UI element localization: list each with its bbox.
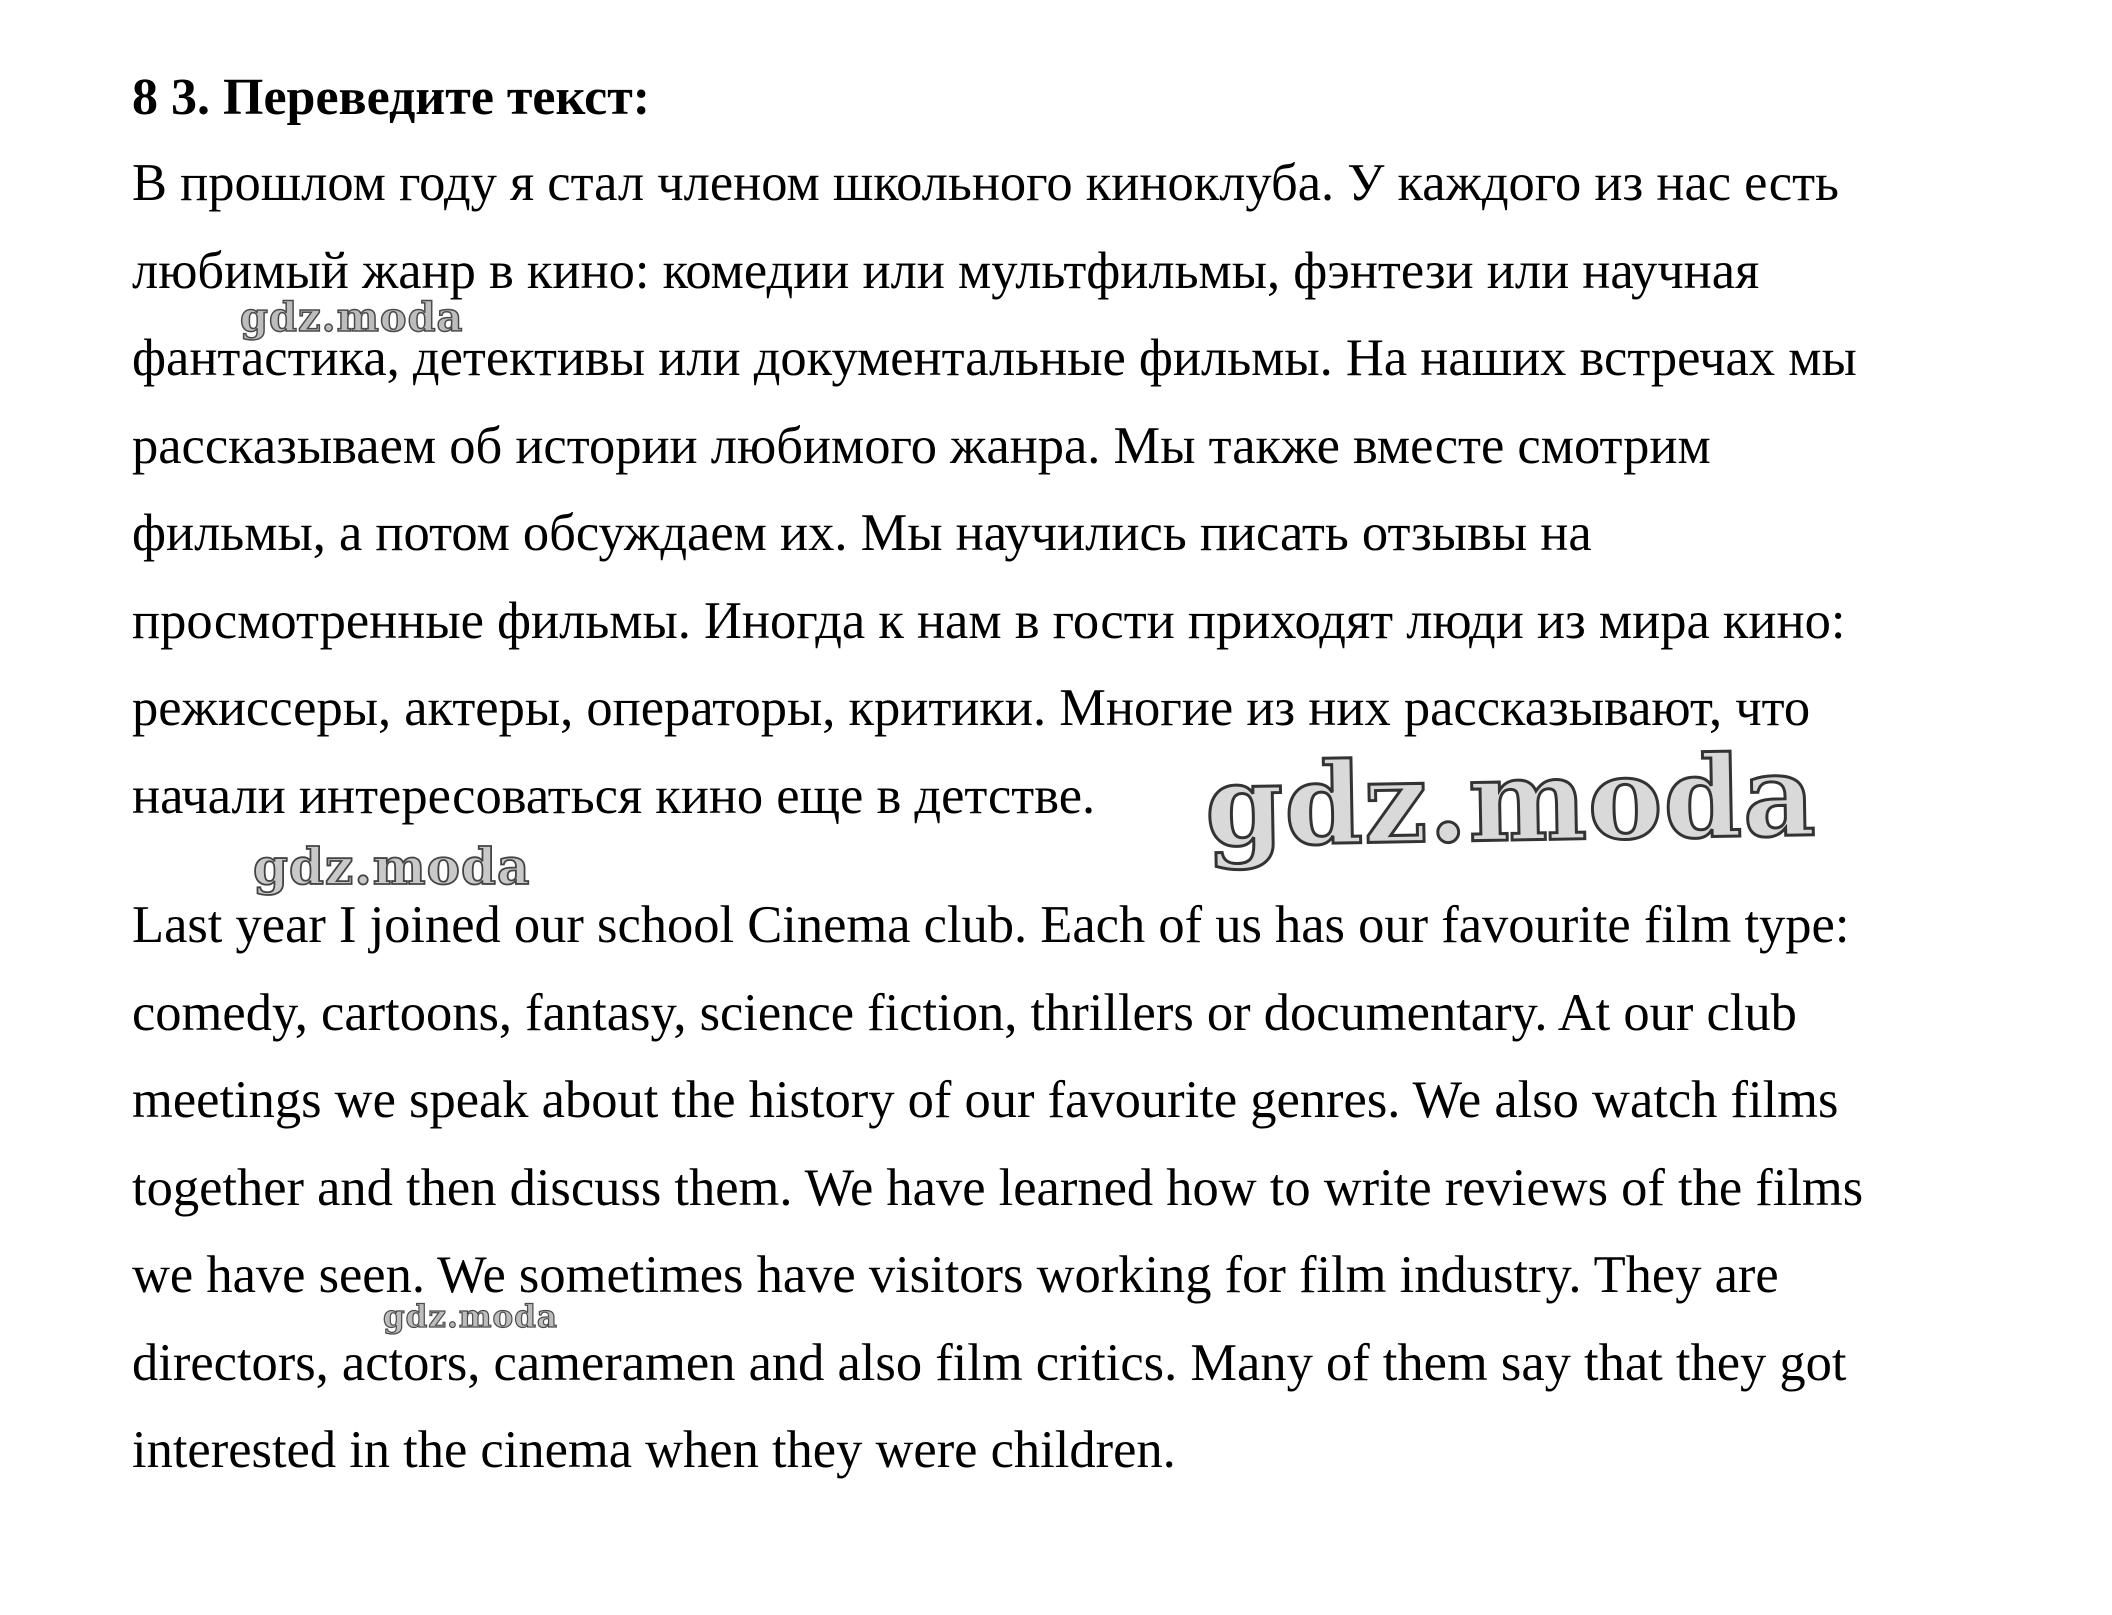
- russian-line: фантастика, детективы или документальные фильмы. На наших встречах мы: [132, 329, 1857, 387]
- english-line: directors, actors, cameramen and also film critics. Many of them say that they got: [132, 1333, 1847, 1392]
- english-line: meetings we speak about the history of our favourite genres. We also watch films: [132, 1071, 1839, 1129]
- task-heading: 8 3. Переведите текст:: [132, 69, 651, 126]
- english-line: Last year I joined our school Cinema club. Each of us has our favourite film type:: [132, 896, 1850, 954]
- watermark-small: gdz.moda: [240, 294, 464, 341]
- english-line: we have seen. We sometimes have visitors working for film industry. They are: [132, 1246, 1779, 1304]
- english-paragraph: [132, 882, 2092, 1495]
- watermark-small: gdz.moda: [253, 837, 531, 896]
- russian-line: любимый жанр в кино: комедии или мультфильмы, фэнтези или научная: [132, 241, 1760, 300]
- watermark-large: gdz.moda: [1203, 730, 1818, 873]
- english-line: comedy, cartoons, fantasy, science fiction, thrillers or documentary. At our club: [132, 983, 1797, 1042]
- english-line: together and then discuss them. We have learned how to write reviews of the films: [132, 1158, 1864, 1217]
- english-line: interested in the cinema when they were children.: [132, 1421, 1176, 1479]
- russian-line: просмотренные фильмы. Иногда к нам в гости приходят люди из мира кино:: [132, 591, 1846, 650]
- russian-line: режиссеры, актеры, операторы, критики. Многие из них рассказывают, что: [132, 679, 1811, 737]
- russian-line: рассказываем об истории любимого жанра. Мы также вместе смотрим: [132, 416, 1711, 475]
- watermark-small: gdz.moda: [383, 1299, 558, 1335]
- russian-line: фильмы, а потом обсуждаем их. Мы научились писать отзывы на: [132, 504, 1592, 562]
- russian-line: В прошлом году я стал членом школьного киноклуба. У каждого из нас есть: [132, 154, 1839, 212]
- russian-line: начали интересоваться кино еще в детстве.: [132, 766, 1096, 825]
